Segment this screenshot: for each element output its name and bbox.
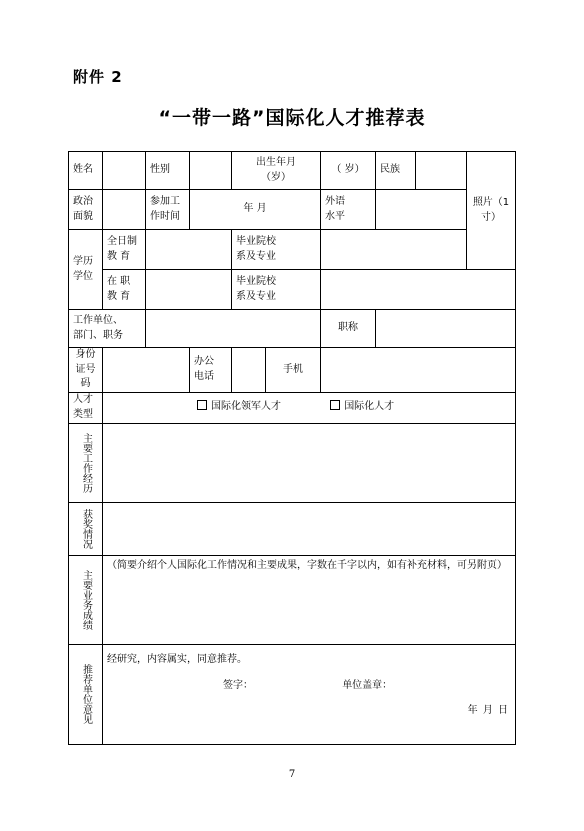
recommend-label-cell: [69, 644, 103, 744]
row-achievements: [69, 555, 516, 644]
row-talent-type: [69, 392, 516, 423]
date-label: 年 月 日: [467, 704, 509, 716]
row-recommendation: [69, 644, 516, 744]
work-start-label: 参加工 作时间: [146, 190, 190, 230]
talent-option-leader-label: 国际化领军人才: [211, 401, 281, 413]
inservice-label: 在 职 教 育: [103, 270, 146, 310]
language-label: 外语 水平: [321, 190, 376, 230]
awards-label: 获奖情况: [80, 508, 92, 549]
age-hint: （ 岁）: [331, 164, 365, 176]
row-id: [69, 348, 516, 393]
form-title: “一带一路”国际化人才推荐表: [158, 107, 426, 129]
row-edu-inservice: [69, 270, 516, 310]
work-start-field[interactable]: [190, 190, 321, 230]
birth-field[interactable]: [321, 152, 376, 190]
talent-type-label: 人才 类型: [69, 392, 103, 423]
grad-school-label: 毕业院校 系及专业: [232, 230, 321, 270]
edu-label: 学历 学位: [69, 230, 103, 310]
year-month-text: 年 月: [243, 203, 267, 215]
ethnicity-field[interactable]: [416, 152, 467, 190]
row-employer: [69, 310, 516, 348]
recommend-label: 推荐单位意见: [80, 664, 92, 724]
grad-school-field-2[interactable]: [321, 270, 516, 310]
row-basic-info: [69, 152, 516, 190]
recommend-field[interactable]: [103, 644, 516, 744]
achievements-field[interactable]: [103, 555, 516, 644]
row-political: [69, 190, 516, 230]
office-phone-field[interactable]: [232, 348, 266, 393]
fulltime-field[interactable]: [146, 230, 232, 270]
signature-line: [107, 679, 511, 694]
talent-type-field: [103, 392, 516, 423]
photo-box[interactable]: [467, 152, 516, 270]
row-awards: [69, 502, 516, 555]
mobile-field[interactable]: [321, 348, 516, 393]
fulltime-label: 全日制 教 育: [103, 230, 146, 270]
recommend-text: 经研究，内容属实，同意推荐。: [107, 653, 247, 665]
title-rank-label: 职称: [321, 310, 376, 348]
experience-label: 主要工作经历: [80, 432, 92, 493]
gender-field[interactable]: [190, 152, 232, 190]
talent-option-general[interactable]: [330, 400, 394, 415]
row-edu-fulltime: [69, 230, 516, 270]
checkbox-icon[interactable]: [330, 400, 340, 410]
title-rank-field[interactable]: [376, 310, 516, 348]
office-phone-label: 办公 电话: [190, 348, 232, 393]
seal-label: 单位盖章：: [342, 680, 393, 691]
recommendation-form-table: [68, 151, 516, 745]
political-label: 政治 面貌: [69, 190, 103, 230]
political-field[interactable]: [103, 190, 146, 230]
attachment-label: 附件 2: [73, 68, 123, 86]
language-field[interactable]: [376, 190, 467, 230]
gender-label: 性别: [146, 152, 190, 190]
awards-label-cell: [69, 502, 103, 555]
grad-school-field[interactable]: [321, 230, 467, 270]
row-experience: [69, 423, 516, 502]
checkbox-icon[interactable]: [197, 400, 207, 410]
achievements-hint: （简要介绍个人国际化工作情况和主要成果，字数在千字以内，如有补充材料，可另附页）: [107, 559, 507, 571]
experience-field[interactable]: [103, 423, 516, 502]
name-label: 姓名: [69, 152, 103, 190]
id-field[interactable]: [103, 348, 190, 393]
talent-option-leader[interactable]: [197, 400, 281, 415]
achievements-label-cell: [69, 555, 103, 644]
name-field[interactable]: [103, 152, 146, 190]
page-number: 7: [288, 769, 296, 780]
ethnicity-label: 民族: [376, 152, 416, 190]
mobile-label: 手机: [266, 348, 321, 393]
id-label: 身份 证号 码: [69, 348, 103, 393]
employer-label: 工作单位、 部门、职务: [69, 310, 146, 348]
talent-option-general-label: 国际化人才: [344, 401, 395, 413]
signature-label: 签字：: [223, 680, 253, 691]
photo-label: 照片（1 寸）: [472, 197, 510, 223]
inservice-field[interactable]: [146, 270, 232, 310]
grad-school-label-2: 毕业院校 系及专业: [232, 270, 321, 310]
employer-field[interactable]: [146, 310, 321, 348]
birth-label: 出生年月 （岁）: [232, 152, 321, 190]
achievements-label: 主要业务成绩: [80, 569, 92, 630]
awards-field[interactable]: [103, 502, 516, 555]
experience-label-cell: [69, 423, 103, 502]
